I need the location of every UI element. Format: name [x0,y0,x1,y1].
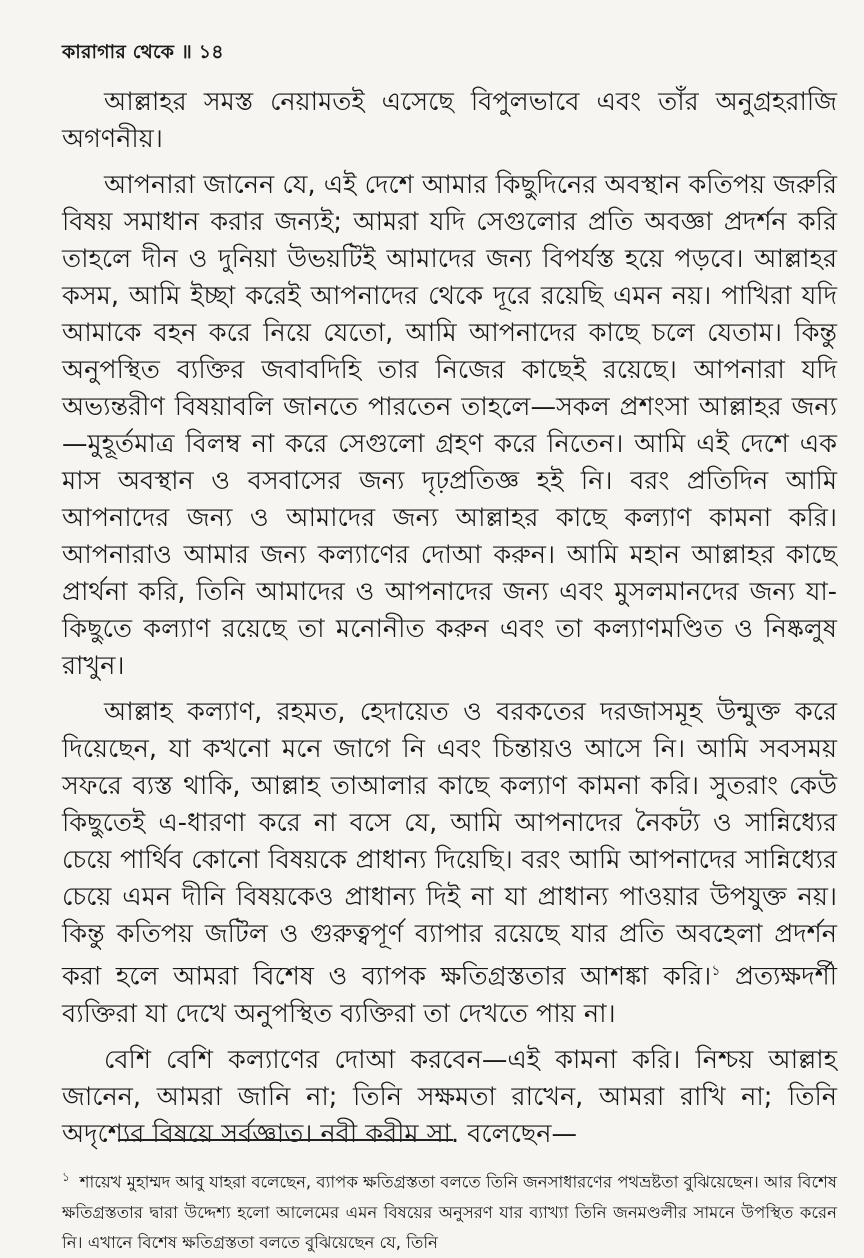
paragraph-2: আপনারা জানেন যে, এই দেশে আমার কিছুদিনের অবস্থান কতিপয় জরুরি বিষয় সমাধান করার জন্যই; আমরা যদি সেগুলোর প্রতি অবজ্ঞা প্রদর্শন করি তাহলে দীন ও দুনিয়া উভয়টিই আমাদের জন্য বিপর্যস্ত হয়ে পড়বে। আল্লাহর কসম, আমি ইচ্ছা করেই আপনাদের থেকে দূরে রয়েছি এমন নয়। পাখিরা যদি আমাকে বহন করে নিয়ে যেতো, আমি আপনাদের কাছে চলে যেতাম। কিন্তু অনুপস্থিত ব্যক্তির জবাবদিহি তার নিজের কাছেই রয়েছে। আপনারা যদি অভ্যন্তরীণ বিষয়াবলি জানতে পারতেন তাহলে—সকল প্রশংসা আল্লাহর জন্য—মুহূর্তমাত্র বিলম্ব না করে সেগুলো গ্রহণ করে নিতেন। আমি এই দেশে এক মাস অবস্থান ও বসবাসের জন্য দৃঢ়প্রতিজ্ঞ হই নি। বরং প্রতিদিন আমি আপনাদের জন্য ও আমাদের জন্য আল্লাহর কাছে কল্যাণ কামনা করি। আপনারাও আমার জন্য কল্যাণের দোআ করুন। আমি মহান আল্লাহর কাছে প্রার্থনা করি, তিনি আমাদের ও আপনাদের জন্য এবং মুসলমানদের জন্য যা-কিছুতে কল্যাণ রয়েছে তা মনোনীত করুন এবং তা কল্যাণমণ্ডিত ও নিষ্কলুষ রাখুন। [62,170,837,681]
paragraph-1: আল্লাহর সমস্ত নেয়ামতই এসেছে বিপুলভাবে এবং তাঁর অনুগ্রহরাজি অগণনীয়। [62,87,837,154]
paragraph-4: বেশি বেশি কল্যাণের দোআ করবেন—এই কামনা করি। নিশ্চয় আল্লাহ জানেন, আমরা জানি না; তিনি সক্ষমতা রাখেন, আমরা রাখি না; তিনি অদৃশ্যের বিষয়ে সর্বজ্ঞাত। নবী করীম সা. বলেছেন— [62,1044,837,1149]
main-text [62,84,837,1162]
paragraph-3-text-a: আল্লাহ কল্যাণ, রহমত, হেদায়েত ও বরকতের দরজাসমূহ উন্মুক্ত করে দিয়েছেন, যা কখনো মনে জাগে নি এবং চিন্তায়ও আসে নি। আমি সবসময় সফরে ব্যস্ত থাকি, আল্লাহ তাআলার কাছে কল্যাণ কামনা করি। সুতরাং কেউ কিছুতেই এ-ধারণা করে না বসে যে, আমি আপনাদের নৈকট্য ও সান্নিধ্যের চেয়ে পার্থিব কোনো বিষয়কে প্রাধান্য দিয়েছি। বরং আমি আপনাদের সান্নিধ্যের চেয়ে এমন দীনি বিষয়কেও প্রাধান্য দিই না যা প্রাধান্য পাওয়ার উপযুক্ত নয়। কিন্তু কতিপয় জটিল ও গুরুত্বপূর্ণ ব্যাপার রয়েছে যার প্রতি অবহেলা প্রদর্শন করা হলে আমরা বিশেষ ও ব্যাপক ক্ষতিগ্রস্ততার আশঙ্কা করি। [62,697,837,992]
footnote-text: শায়েখ মুহাম্মদ আবু যাহরা বলেছেন, ব্যাপক ক্ষতিগ্রস্ততা বলতে তিনি জনসাধারণের পথভ্রষ্টতা বুঝিয়েছেন। আর বিশেষ ক্ষতিগ্রস্ততার দ্বারা উদ্দেশ্য হলো আলেমের এমন বিষয়ের অনুসরণ যার ব্যাখ্যা তিনি জনমণ্ডলীর সামনে উপস্থিত করেন নি। এখানে বিশেষ ক্ষতিগ্রস্ততা বলতে বুঝিয়েছেন যে, তিনি [62,1172,837,1252]
footnote-marker: ১ [62,1170,70,1184]
paragraph-3 [62,694,837,1033]
paragraph-3-text-b: প্রত্যক্ষদর্শী ব্যক্তিরা যা দেখে অনুপস্থিত ব্যক্তিরা তা দেখতে পায় না। [62,961,837,1029]
footnote [62,1162,837,1258]
running-header: কারাগার থেকে ॥ ১৪ [62,41,224,63]
footnote-reference[interactable]: ১ [711,963,721,979]
footnote-divider [118,1139,453,1141]
